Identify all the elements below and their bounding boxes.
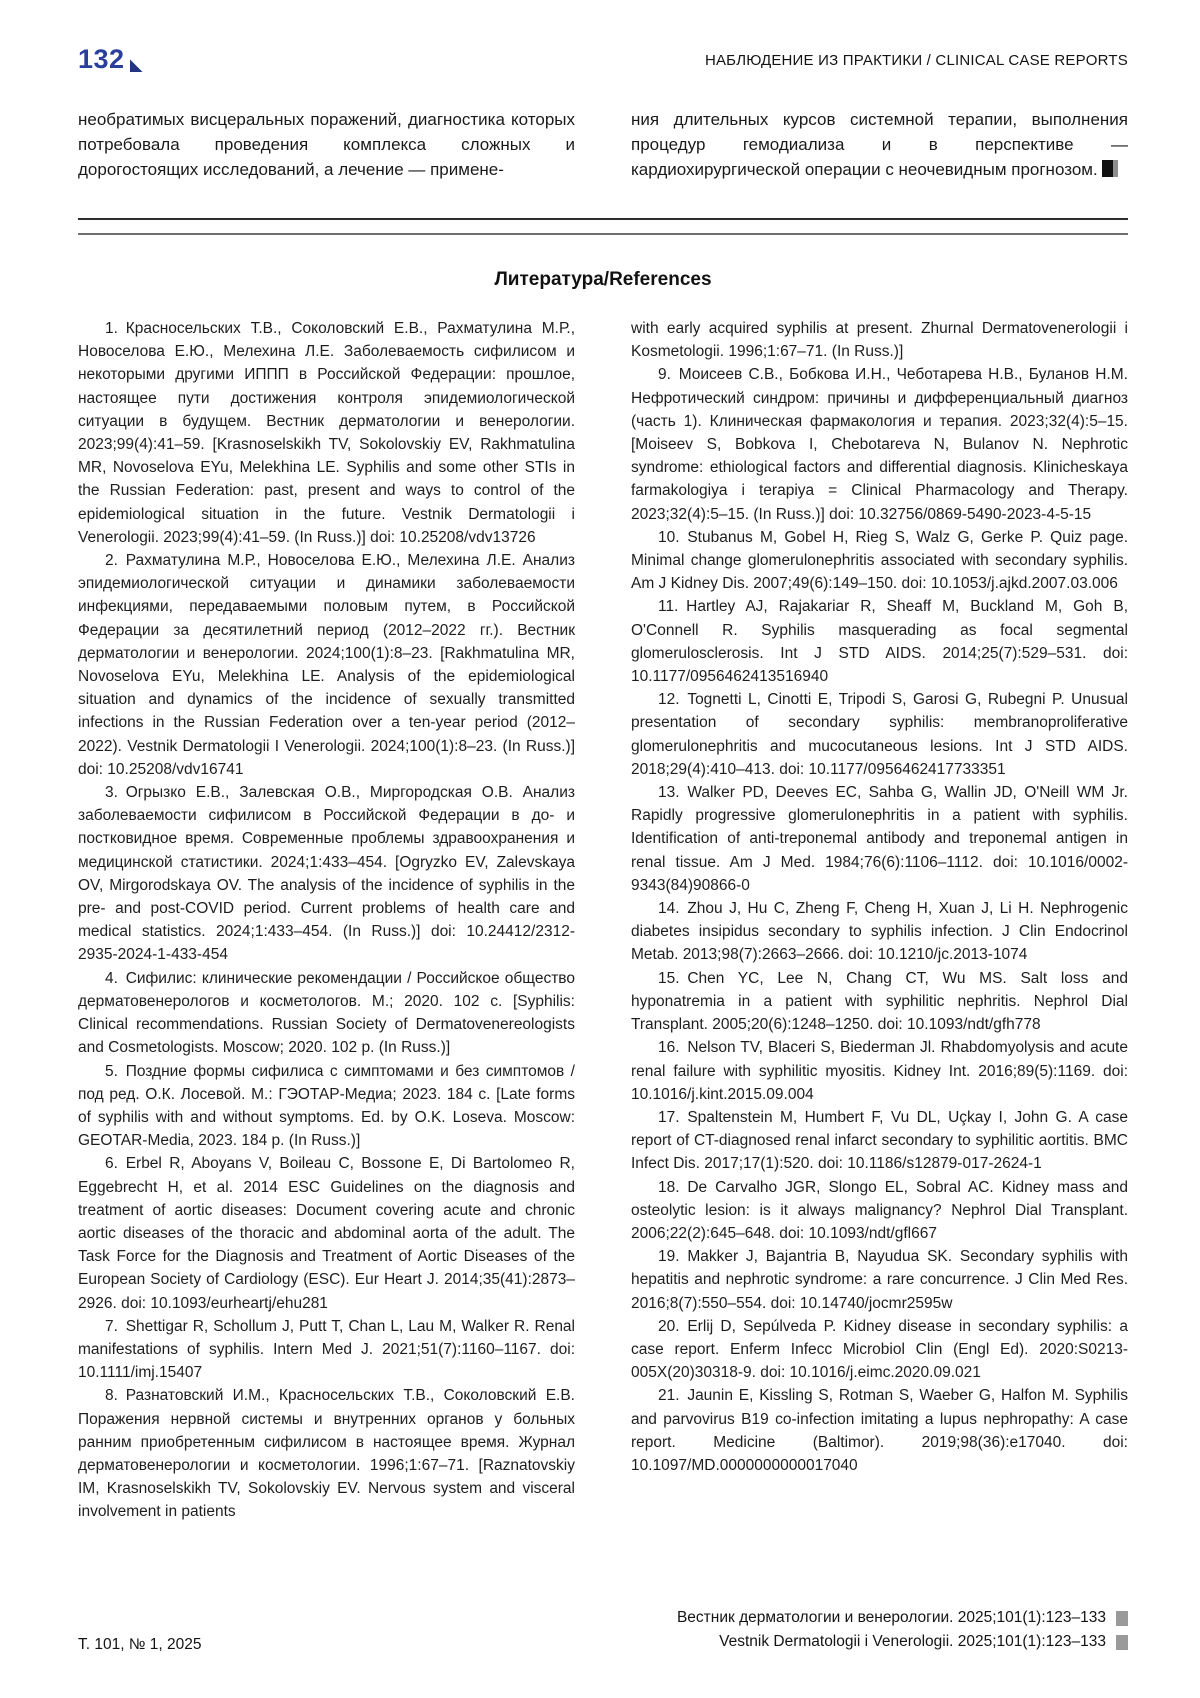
footer-square-icon xyxy=(1116,1635,1128,1650)
reference-number: 8. xyxy=(105,1387,118,1405)
page-footer xyxy=(78,1606,1128,1654)
reference-item: 9. Моисеев С.В., Бобкова И.Н., Чеботарева Н.В., Буланов Н.М. Нефротический синдром: причины и дифференциальный диагноз (часть 1). Клиническая фармакология и терапия. 2023;32(4):5–15. [Moiseev S, Bobkova I, Chebotareva N, Bulanov N. Nephrotic syndrome: ethiological factors and differential diagnosis. Klinicheskaya farmakologiya i terapiya = Clinical Pharmacology and Therapy. 2023;32(4):5–15. (In Russ.)] doi: 10.32756/0869-5490-2023-4-5-15 xyxy=(631,366,1128,523)
reference-number: 10. xyxy=(658,528,680,546)
reference-item: 16. Nelson TV, Blaceri S, Biederman Jl. Rhabdomyolysis and acute renal failure with syphilitic myositis. Kidney Int. 2016;89(5):1169. doi: 10.1016/j.kint.2015.09.004 xyxy=(631,1039,1128,1103)
reference-item: 6. Erbel R, Aboyans V, Boileau C, Bossone E, Di Bartolomeo R, Eggebrecht H, et al. 2014 ESC Guidelines on the diagnosis and treatment of aortic diseases: Document covering acute and chronic aortic diseases of the thoracic and abdominal aorta of the adult. The Task Force for the Diagnosis and Treatment of Aortic Diseases of the European Society of Cardiology (ESC). Eur Heart J. 2014;35(41):2873–2926. doi: 10.1093/eurheartj/ehu281 xyxy=(78,1155,575,1312)
reference-item: 12. Tognetti L, Cinotti E, Tripodi S, Garosi G, Rubegni P. Unusual presentation of secondary syphilis: membranoproliferative glomerulonephritis and mucocutaneous lesions. Int J STD AIDS. 2018;29(4):410–413. doi: 10.1177/0956462417733351 xyxy=(631,691,1128,778)
intro-left-text: необратимых висцеральных поражений, диагностика которых потребовала проведения комплекса сложных и дорогостоящих исследований, а лечение — примене- xyxy=(78,110,575,179)
reference-number: 15. xyxy=(658,969,680,987)
reference-number: 4. xyxy=(105,969,118,987)
reference-item: 1. Красносельских Т.В., Соколовский Е.В., Рахматулина М.Р., Новоселова Е.Ю., Мелехина Л.Е. Заболеваемость сифилисом и некоторыми другими ИППП в Российской Федерации: прошлое, настоящее пути достижения контроля эпидемиологической ситуации в будущем. Вестник дерматологии и венерологии. 2023;99(4):41–59. [Krasnoselskikh TV, Sokolovskiy EV, Rakhmatulina MR, Novoselova EYu, Melekhina LE. Syphilis and some other STIs in the Russian Federation: past, present and ways to control of the epidemiological situation in the future. Vestnik Dermatologii i Venerologii. 2023;99(4):41–59. (In Russ.)] doi: 10.25208/vdv13726 xyxy=(78,320,575,546)
reference-item: 15. Chen YC, Lee N, Chang CT, Wu MS. Salt loss and hyponatremia in a patient with syphilitic nephritis. Nephrol Dial Transplant. 2005;20(6):1248–1250. doi: 10.1093/ndt/gfh778 xyxy=(631,969,1128,1034)
reference-number: 18. xyxy=(658,1178,680,1196)
reference-number: 12. xyxy=(658,691,680,709)
page-header xyxy=(78,46,1128,73)
reference-item: 21. Jaunin E, Kissling S, Rotman S, Waeber G, Halfon M. Syphilis and parvovirus B19 co-infection imitating a lupus nephropathy: A case report. Medicine (Baltimor). 2019;98(36):e17040. doi: 10.1097/MD.0000000000017040 xyxy=(631,1387,1128,1474)
intro-paragraph-right xyxy=(631,107,1128,182)
reference-number: 16. xyxy=(658,1039,680,1057)
reference-item: 13. Walker PD, Deeves EC, Sahba G, Wallin JD, O'Neill WM Jr. Rapidly progressive glomerulonephritis in a patient with syphilis. Identification of anti-treponemal antibody and treponemal antigen in renal tissue. Am J Med. 1984;76(6):1106–1112. doi: 10.1016/0002-9343(84)90866-0 xyxy=(631,784,1128,894)
references-right-column xyxy=(631,317,1128,1524)
page-number-block xyxy=(78,46,143,73)
reference-number: 17. xyxy=(658,1108,680,1126)
triangle-marker-icon xyxy=(130,59,143,72)
citation-block xyxy=(677,1606,1128,1654)
citation-en-text: Vestnik Dermatologii i Venerologii. 2025;101(1):123–133 xyxy=(719,1633,1106,1650)
divider-rule-bottom xyxy=(78,233,1128,235)
intro-paragraph-left xyxy=(78,107,575,182)
references-left-column xyxy=(78,317,575,1524)
reference-item: 3. Огрызко Е.В., Залевская О.В., Миргородская О.В. Анализ заболеваемости сифилисом в Российской Федерации в до- и постковидное время. Современные проблемы здравоохранения и медицинской статистики. 2024;1:433–454. [Ogryzko EV, Zalevskaya OV, Mirgorodskaya OV. The analysis of the incidence of syphilis in the pre- and post-COVID period. Current problems of health care and medical statistics. 2024;1:433–454. (In Russ.)] doi: 10.24412/2312-2935-2024-1-433-454 xyxy=(78,784,575,964)
references-list xyxy=(78,317,1128,1524)
intro-text xyxy=(78,107,1128,182)
reference-number: 2. xyxy=(105,552,118,570)
reference-number: 14. xyxy=(658,900,680,918)
page-number: 132 xyxy=(78,44,125,74)
reference-number: 20. xyxy=(658,1317,680,1335)
reference-continuation: with early acquired syphilis at present. Zhurnal Dermatovenerologii i Kosmetologii. 1996;1:67–71. (In Russ.)] xyxy=(631,320,1128,361)
reference-number: 19. xyxy=(658,1248,680,1266)
intro-left-column xyxy=(78,107,575,182)
references-section-title: Литература/References xyxy=(494,269,712,290)
reference-item: 4. Сифилис: клинические рекомендации / Российское общество дерматовенерологов и косметологов. М.; 2020. 102 с. [Syphilis: Clinical recommendations. Russian Society of Dermatovenereologists and Cosmetologists. Moscow; 2020. 102 p. (In Russ.)] xyxy=(78,969,575,1057)
reference-item: 7. Shettigar R, Schollum J, Putt T, Chan L, Lau M, Walker R. Renal manifestations of syphilis. Intern Med J. 2021;51(7):1160–1167. doi: 10.1111/imj.15407 xyxy=(78,1317,575,1382)
intro-right-text: ния длительных курсов системной терапии, выполнения процедур гемодиализа и в перспективе — кардиохирургической операции с неочевидным прогнозом. xyxy=(631,110,1128,179)
reference-item: 5. Поздние формы сифилиса с симптомами и без симптомов / под ред. О.К. Лосевой. М.: ГЭОТАР-Медиа; 2023. 184 с. [Late forms of syphilis with and without symptoms. Ed. by O.K. Loseva. Moscow: GEOTAR-Media, 2023. 184 p. (In Russ.)] xyxy=(78,1062,575,1150)
volume-info: Т. 101, № 1, 2025 xyxy=(78,1636,202,1653)
reference-item: 18. De Carvalho JGR, Slongo EL, Sobral AC. Kidney mass and osteolytic lesion: is it always malignancy? Nephrol Dial Transplant. 2006;22(2):645–648. doi: 10.1093/ndt/gfl667 xyxy=(631,1178,1128,1242)
reference-item: 17. Spaltenstein M, Humbert F, Vu DL, Uçkay I, John G. A case report of CT-diagnosed renal infarct secondary to syphilitic aortitis. BMC Infect Dis. 2017;17(1):520. doi: 10.1186/s12879-017-2624-1 xyxy=(631,1108,1128,1173)
reference-item: 11. Hartley AJ, Rajakariar R, Sheaff M, Buckland M, Goh B, O'Connell R. Syphilis masquerading as focal segmental glomerulosclerosis. Int J STD AIDS. 2014;25(7):529–531. doi: 10.1177/0956462413516940 xyxy=(631,598,1128,686)
reference-item: 10. Stubanus M, Gobel H, Rieg S, Walz G, Gerke P. Quiz page. Minimal change glomerulonephritis associated with secondary syphilis. Am J Kidney Dis. 2007;49(6):149–150. doi: 10.1053/j.ajkd.2007.03.006 xyxy=(631,528,1128,593)
citation-line-ru xyxy=(677,1606,1128,1630)
reference-item: 8. Разнатовский И.М., Красносельских Т.В., Соколовский Е.В. Поражения нервной системы и внутренних органов у больных ранним приобретенным сифилисом в настоящее время. Журнал дерматовенерологии и косметологии. 1996;1:67–71. [Raznatovskiy IM, Krasnoselskikh TV, Sokolovskiy EV. Nervous system and visceral involvement in patients xyxy=(78,1387,575,1521)
reference-number: 3. xyxy=(105,784,118,802)
reference-number: 21. xyxy=(658,1387,680,1405)
divider-rule-top xyxy=(78,218,1128,220)
reference-item: 19. Makker J, Bajantria B, Nayudua SK. Secondary syphilis with hepatitis and nephrotic syndrome: a rare concurrence. J Clin Med Res. 2016;8(7):550–554. doi: 10.14740/jocmr2595w xyxy=(631,1248,1128,1312)
section-divider xyxy=(78,218,1128,235)
reference-number: 9. xyxy=(658,366,671,384)
running-head: НАБЛЮДЕНИЕ ИЗ ПРАКТИКИ / CLINICAL CASE REPORTS xyxy=(704,52,1128,69)
footer-square-icon xyxy=(1116,1611,1128,1626)
reference-number: 6. xyxy=(105,1155,118,1173)
reference-number: 7. xyxy=(105,1317,118,1335)
citation-line-en xyxy=(677,1630,1128,1654)
reference-number: 11. xyxy=(658,598,679,616)
reference-item: 20. Erlij D, Sepúlveda P. Kidney disease in secondary syphilis: a case report. Enferm Infecc Microbiol Clin (Engl Ed). 2020:S0213-005X(20)30318-9. doi: 10.1016/j.eimc.2020.09.021 xyxy=(631,1317,1128,1382)
intro-right-column xyxy=(631,107,1128,182)
reference-number: 1. xyxy=(105,320,118,337)
reference-item: 2. Рахматулина М.Р., Новоселова Е.Ю., Мелехина Л.Е. Анализ эпидемиологической ситуации и динамики заболеваемости инфекциями, передаваемыми половым путем, в Российской Федерации за десятилетний период (2012–2022 гг.). Вестник дерматологии и венерологии. 2024;100(1):8–23. [Rakhmatulina MR, Novoselova EYu, Melekhina LE. Analysis of the epidemiological situation and dynamics of the incidence of sexually transmitted infections in the Russian Federation over a ten-year period (2012–2022). Vestnik Dermatologii I Venerologii. 2024;100(1):8–23. (In Russ.)] doi: 10.25208/vdv16741 xyxy=(78,552,575,778)
reference-item: 14. Zhou J, Hu C, Zheng F, Cheng H, Xuan J, Li H. Nephrogenic diabetes insipidus secondary to syphilis infection. J Clin Endocrinol Metab. 2013;98(7):2663–2666. doi: 10.1210/jc.2013-1074 xyxy=(631,900,1128,964)
reference-number: 5. xyxy=(105,1062,118,1080)
citation-ru-text: Вестник дерматологии и венерологии. 2025;101(1):123–133 xyxy=(676,1609,1106,1626)
end-of-article-icon xyxy=(1102,160,1118,177)
reference-number: 13. xyxy=(658,784,680,802)
